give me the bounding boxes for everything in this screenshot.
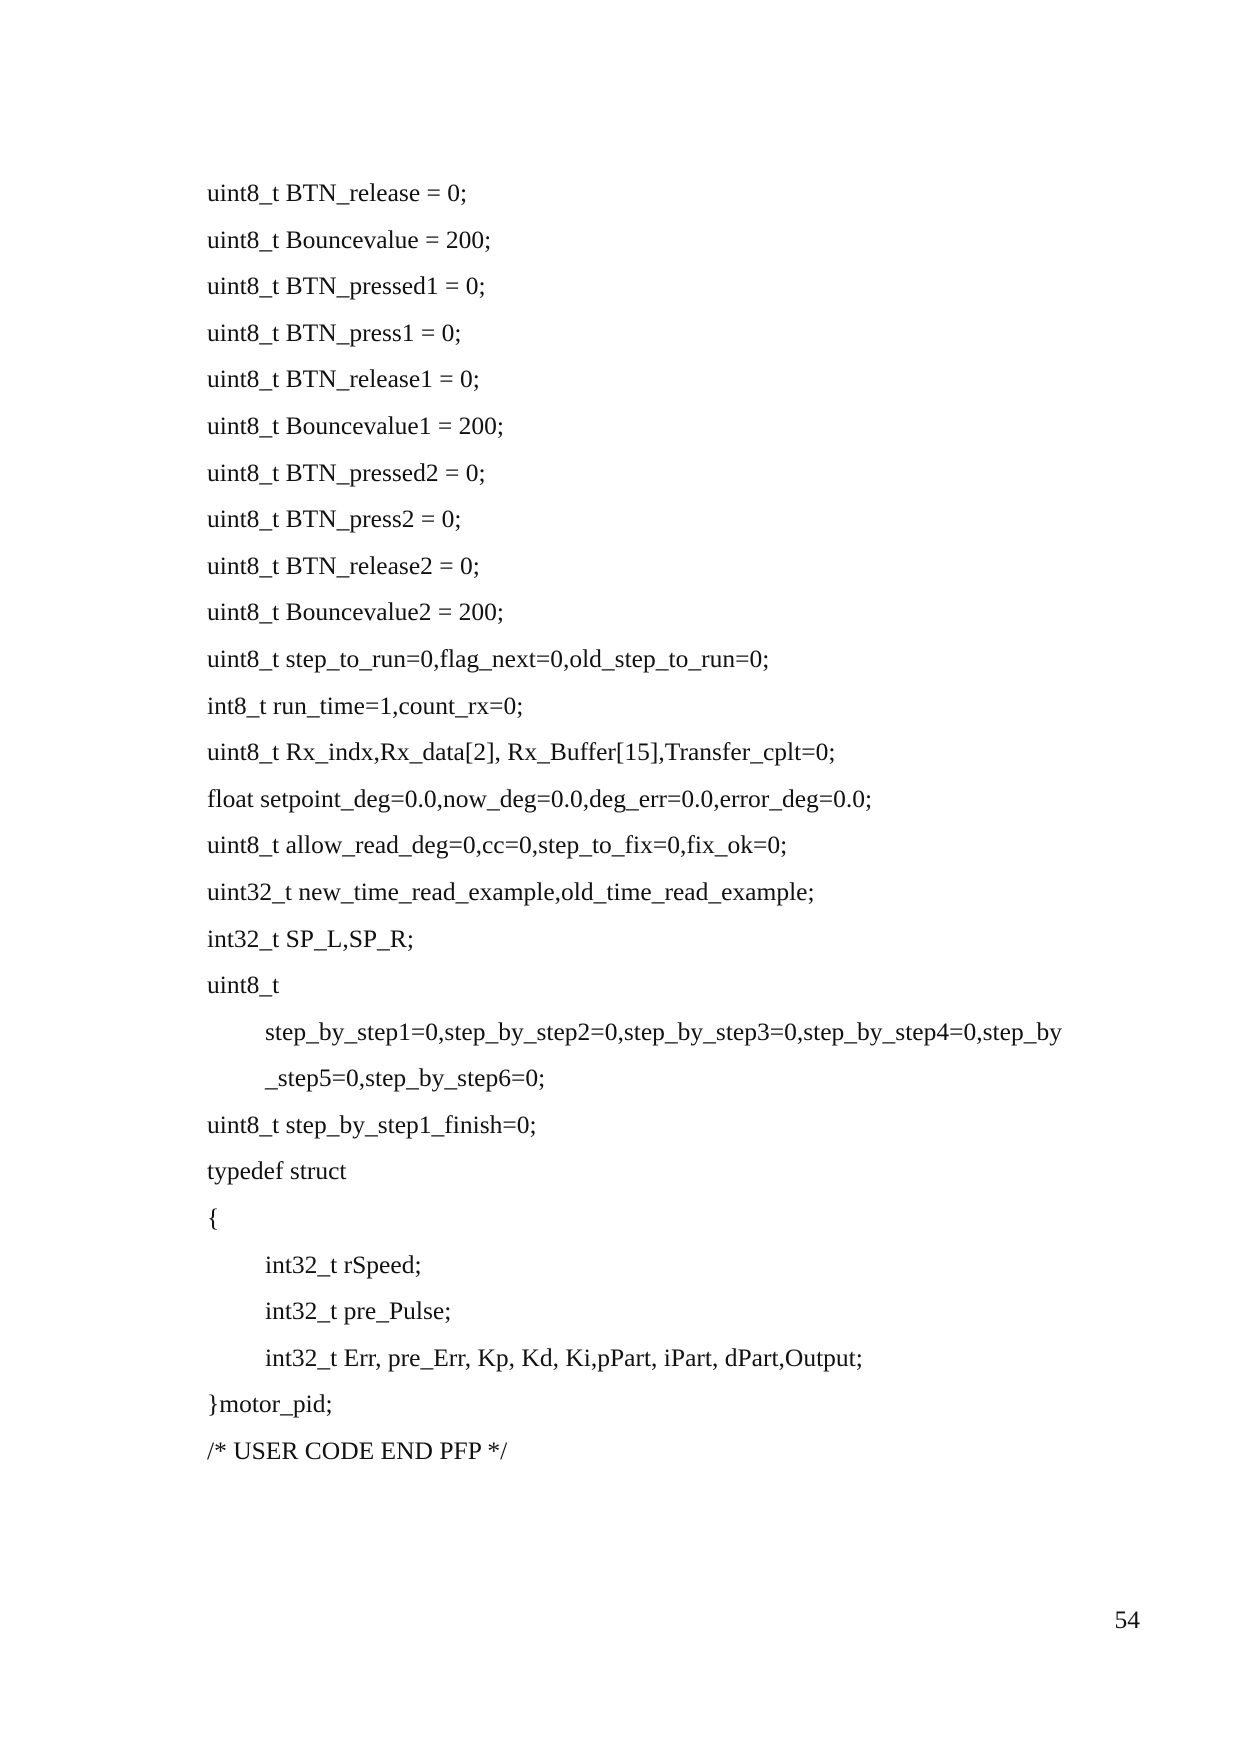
code-line: { — [207, 1203, 220, 1233]
code-line: uint8_t Bouncevalue2 = 200; — [207, 597, 504, 627]
code-line: typedef struct — [207, 1156, 347, 1186]
code-line: uint8_t BTN_pressed2 = 0; — [207, 457, 486, 487]
code-line: uint8_t allow_read_deg=0,cc=0,step_to_fix=0,fix_ok=0; — [207, 830, 788, 860]
code-line: uint8_t Bouncevalue = 200; — [207, 224, 492, 254]
code-line: uint8_t BTN_release2 = 0; — [207, 550, 480, 580]
code-line: uint8_t Rx_indx,Rx_data[2], Rx_Buffer[15],Transfer_cplt=0; — [207, 737, 836, 767]
code-line: /* USER CODE END PFP */ — [207, 1436, 508, 1466]
code-line: }motor_pid; — [207, 1389, 333, 1419]
code-line: int32_t rSpeed; — [265, 1249, 422, 1279]
code-line: uint8_t BTN_release1 = 0; — [207, 364, 480, 394]
code-line: step_by_step1=0,step_by_step2=0,step_by_step3=0,step_by_step4=0,step_by — [265, 1016, 1062, 1046]
code-line: int32_t pre_Pulse; — [265, 1296, 452, 1326]
code-line: _step5=0,step_by_step6=0; — [265, 1063, 546, 1093]
code-line: uint8_t step_by_step1_finish=0; — [207, 1109, 537, 1139]
code-line: uint8_t BTN_release = 0; — [207, 178, 468, 207]
code-line: uint8_t step_to_run=0,flag_next=0,old_step_to_run=0; — [207, 643, 770, 673]
code-line: uint8_t BTN_pressed1 = 0; — [207, 271, 486, 301]
page-number: 54 — [1114, 1605, 1140, 1634]
code-line: uint8_t BTN_press2 = 0; — [207, 504, 462, 534]
code-line: uint32_t new_time_read_example,old_time_read_example; — [207, 876, 815, 906]
code-line: int8_t run_time=1,count_rx=0; — [207, 690, 524, 720]
code-line: float setpoint_deg=0.0,now_deg=0.0,deg_err=0.0,error_deg=0.0; — [207, 783, 873, 813]
code-line: int32_t Err, pre_Err, Kp, Kd, Ki,pPart, iPart, dPart,Output; — [265, 1342, 863, 1372]
code-line: uint8_t BTN_press1 = 0; — [207, 317, 462, 347]
code-line: int32_t SP_L,SP_R; — [207, 923, 414, 953]
code-line: uint8_t Bouncevalue1 = 200; — [207, 410, 504, 440]
code-line: uint8_t — [207, 970, 280, 1000]
code-listing — [207, 170, 1127, 1475]
